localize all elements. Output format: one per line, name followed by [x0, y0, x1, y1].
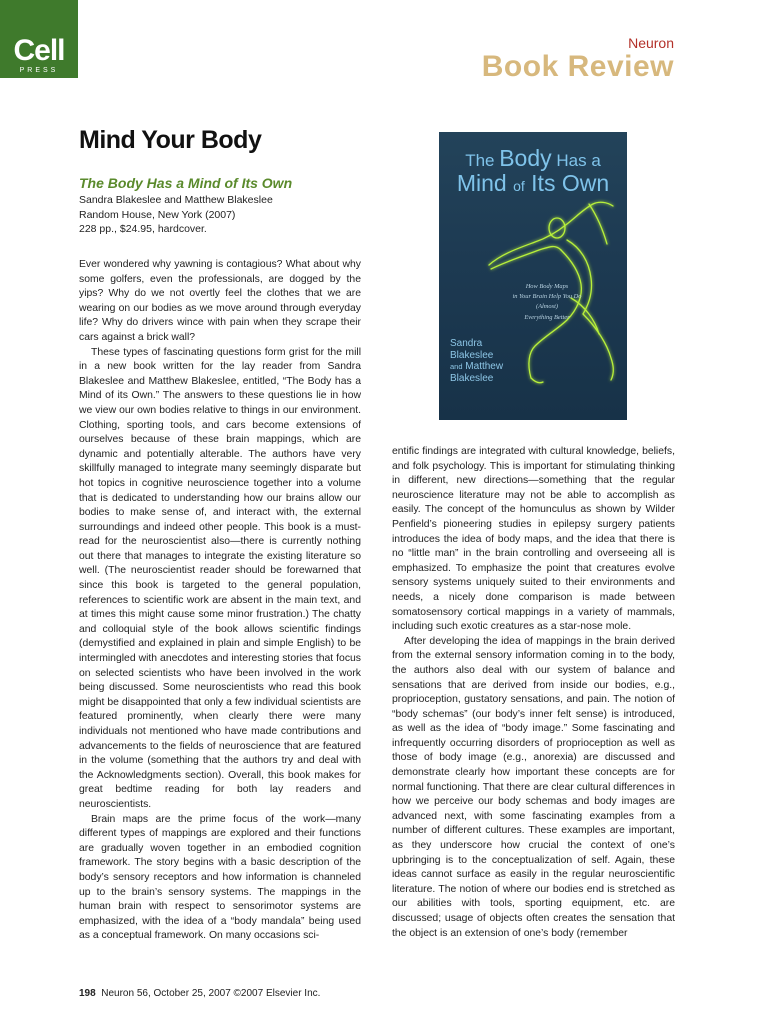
page-number: 198: [79, 988, 96, 999]
cover-title-part: Its Own: [524, 170, 610, 196]
cover-title-part: Has a: [551, 151, 601, 170]
logo-cell-text: Cell: [13, 34, 65, 67]
logo-press-text: PRESS: [19, 67, 59, 74]
cover-title-part: Mind: [456, 170, 514, 196]
citation: Neuron 56, October 25, 2007 ©2007 Elsevier Inc.: [101, 988, 321, 999]
section-title: Book Review: [481, 50, 674, 83]
cover-author-line: Blakeslee: [450, 349, 494, 361]
book-authors: Sandra Blakeslee and Matthew Blakeslee: [79, 194, 273, 206]
body-column-right: [392, 445, 675, 941]
body-paragraph: Brain maps are the prime focus of the work—many different types of mappings are explored and their functions are gradually woven together in an embodied cognition framework. The story begins with a basic description of the body’s sensory receptors and how information is channeled up to the brain’s sensory systems. The mappings in the human brain with respect to sensorimotor systems are emphasized, with the idea of a “body mandala” being used as a conceptual framework. On many occasions sci-: [79, 813, 361, 942]
book-cover-image: [439, 132, 627, 420]
cover-subtitle-line: How Body Maps: [525, 283, 569, 290]
body-paragraph: entific findings are integrated with cultural knowledge, beliefs, and folk psychology. This is important for stimulating thinking in different, new directions—something that the regular neuroscience literature may not be able to accomplish as easily. The concept of the homunculus as shown by Wilder Penfield’s pioneering studies in epilepsy surgery patients introduces the idea of body maps, and the idea that there is no “little man” in the brain controlling and overseeing all is emphasized. To emphasize the point that creatures evolve sensory systems uniquely suited to their environments and needs, a nicely done comparison is made between somatosensory cortical mappings in a variety of mammals, including such exotic creatures as a star-nose mole.: [392, 446, 675, 633]
cover-title-part: of: [513, 178, 525, 194]
cover-author-and: and: [450, 362, 463, 371]
body-paragraph: After developing the idea of mappings in the brain derived from the external sensory information coming in to the body, the authors also deal with our system of balance and sensations that are derived from inside our bodies, e.g., proprioception, gustatory sensations, and pain. The notion of “body schemas” (our body’s inner felt sense) is introduced, as well as the idea of “body image.” Some fascinating and infrequently occurring disorders of proprioception as well as those of body image (e.g., anorexia) are discussed and demonstrate clearly how important these concepts are for normal functioning. That there are clear cultural differences in how we perceive our body schemas and body images are advanced next, with some fascinating examples from a number of different cultures. These examples are important, as they underscore how crucial the context of one’s upbringing is to the conceptualization of self. Again, these ideas cannot surface as easily in the regular neuroscientific literature. The notion of where our bodies end is stretched as our abilities with tools, sporting equipment, etc. are discussed; usage of objects often creates the sensation that the object is an extension of one’s body (remember: [392, 635, 675, 939]
cover-author-name: Matthew: [465, 361, 504, 372]
cover-author-line: Sandra: [450, 338, 483, 349]
cover-author-line: Blakeslee: [450, 372, 494, 384]
book-meta: [79, 193, 273, 237]
cover-subtitle-line: in Your Brain Help You Do: [512, 293, 582, 301]
cell-press-logo: [0, 0, 78, 78]
cover-author-line: [450, 361, 503, 373]
cover-subtitle-line: Everything Better: [524, 313, 570, 321]
journal-name: Neuron: [628, 35, 674, 51]
body-paragraph: These types of fascinating questions form grist for the mill in a new book written for the lay reader from Sandra Blakeslee and Matthew Blakeslee, entitled, “The Body has a Mind of its Own.” The answers to these questions lie in how we view our own bodies relative to things in our environment. Clothing, sporting tools, and cars become extensions of ourselves because of these brain mappings, which are dynamic and potentially alterable. The authors have very skillfully managed to integrate many seemingly disparate but hot topics in cognitive neuroscience together into a volume that is dedicated to understanding how our brains allow our bodies to make sense of, and interact with, the external surroundings and indeed other people. This book is a must-read for the neuroscientist also—there is currently nothing out there that manages to integrate the existing literature so well. (The neuroscientist reader should be forewarned that since this book is targeted to the general population, references to scientific work are absent in the main text, and at times this might cause some minor frustration.) The chatty and colloquial style of the book allows scientific findings (demystified and explained in plain and simple English) to be intermingled with anecdotes and interesting stories that focus on selected scientists who have been involved in the work being discussed. Some neuroscientists who read this book might be disappointed that only a few individual scientists are featured prominently, when clearly there were many individuals not mentioned who have made contributions and advancements to the fields of neuroscience that are featured in the volume (something that the authors try and deal with the Acknowledgments section). Overall, this book makes for great bedtime reading for both lay readers and neuroscientists.: [79, 346, 361, 810]
cover-subtitle: [485, 282, 609, 323]
page-footer: [79, 988, 320, 999]
book-publisher: Random House, New York (2007): [79, 208, 236, 221]
body-paragraph: Ever wondered why yawning is contagious? What about why some golfers, even the professionals, are dogged by the yips? Why do we not overtly feel the clothes that we are wearing on our bodies as we move around through everyday life? Why do drivers wince with pain when they scrape their cars against a brick wall?: [79, 259, 361, 343]
cover-title-part: The: [465, 151, 500, 170]
cover-subtitle-line: (Almost): [535, 303, 558, 311]
article-title: Mind Your Body: [79, 126, 262, 154]
cover-authors: [450, 338, 503, 384]
book-details: 228 pp., $24.95, hardcover.: [79, 223, 207, 235]
book-title: The Body Has a Mind of Its Own: [79, 175, 293, 191]
body-column-left: [79, 258, 361, 944]
cover-title-part: Body: [499, 145, 552, 171]
